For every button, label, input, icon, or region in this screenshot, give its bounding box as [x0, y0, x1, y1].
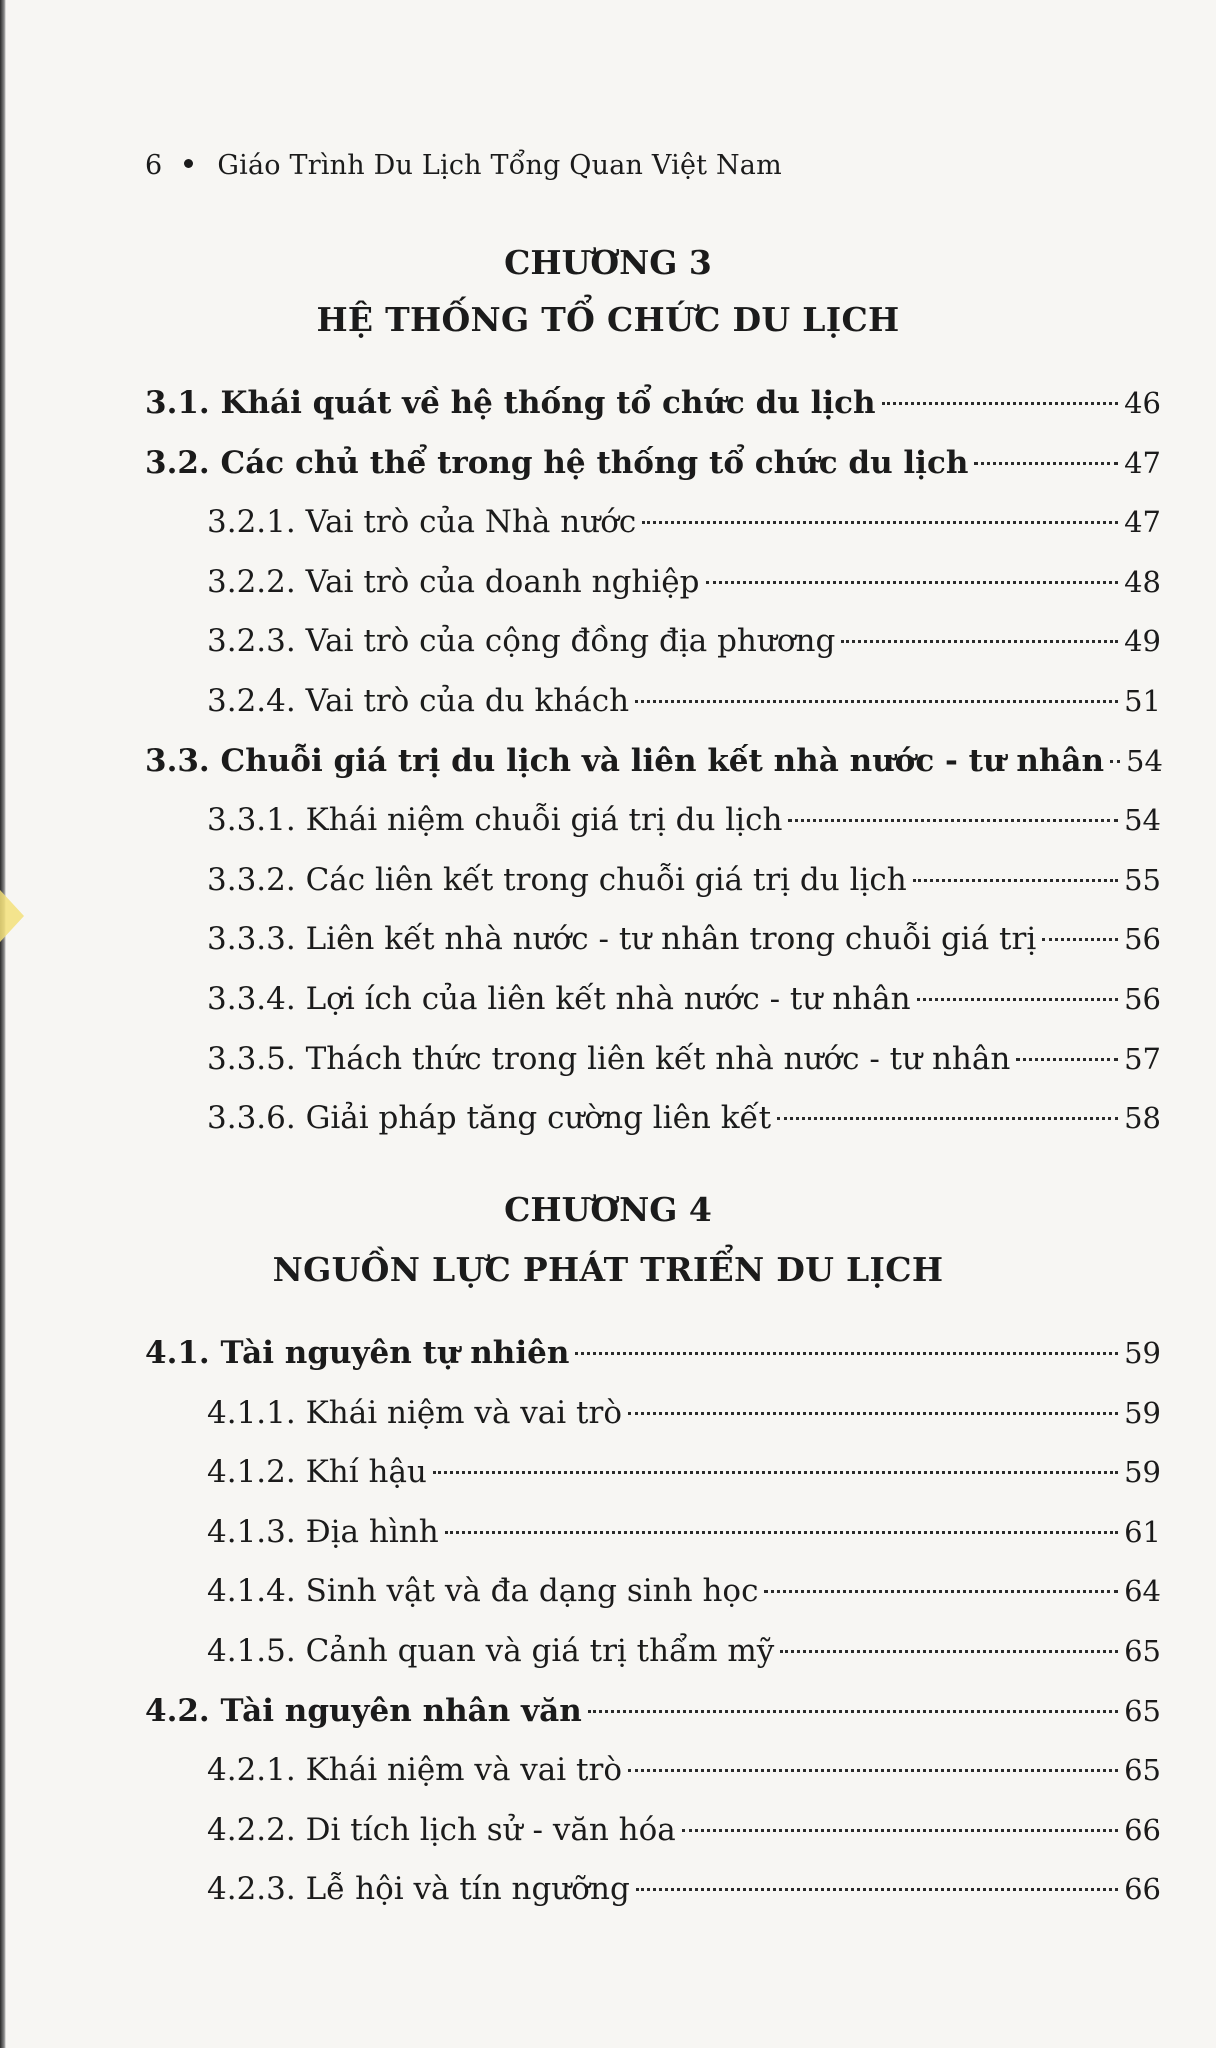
dot-leader: [575, 1352, 1118, 1355]
book-title: Giáo Trình Du Lịch Tổng Quan Việt Nam: [217, 150, 782, 181]
toc-page-number: 58: [1124, 1101, 1161, 1136]
toc-entry-title: 4.1.4. Sinh vật và đa dạng sinh học: [207, 1573, 759, 1610]
toc-section-entry: [145, 1330, 1161, 1376]
dot-leader: [882, 402, 1119, 405]
toc-entry-title: 3.1. Khái quát về hệ thống tổ chức du lịch: [145, 385, 876, 421]
toc-page-number: 47: [1124, 445, 1161, 480]
toc-entry-title: 3.3.4. Lợi ích của liên kết nhà nước - tư nhân: [207, 981, 911, 1017]
toc-page-number: 65: [1124, 1753, 1161, 1788]
toc-subsection-entry: [207, 1390, 1161, 1436]
toc-entry-title: 3.3.6. Giải pháp tăng cường liên kết: [207, 1100, 772, 1137]
toc-entry-title: 4.1.5. Cảnh quan và giá trị thẩm mỹ: [207, 1633, 775, 1669]
dot-leader: [628, 1412, 1118, 1415]
chapter-4-label: CHƯƠNG 4: [504, 1190, 712, 1229]
toc-entry-title: 3.3.1. Khái niệm chuỗi giá trị du lịch: [207, 802, 783, 839]
toc-page-number: 59: [1124, 1395, 1161, 1430]
toc-subsection-entry: [207, 1747, 1161, 1793]
toc-subsection-entry: [207, 618, 1161, 664]
toc-entry-title: 3.2.1. Vai trò của Nhà nước: [207, 504, 637, 541]
toc-subsection-entry: [207, 857, 1161, 903]
dot-leader: [628, 1769, 1118, 1772]
toc-entry-title: 4.1.1. Khái niệm và vai trò: [207, 1394, 622, 1431]
dot-leader: [1016, 1058, 1118, 1061]
toc-page-number: 66: [1124, 1812, 1161, 1847]
toc-page-number: 64: [1124, 1574, 1161, 1609]
dot-leader: [841, 640, 1118, 643]
toc-page-number: 54: [1126, 743, 1163, 778]
dot-leader: [913, 879, 1118, 882]
toc-page-number: 51: [1124, 684, 1161, 718]
toc-subsection-entry: [207, 976, 1161, 1022]
dot-leader: [706, 581, 1119, 584]
dot-leader: [788, 819, 1118, 822]
toc-entry-title: 3.2.3. Vai trò của cộng đồng địa phương: [207, 623, 836, 660]
toc-section-entry: [145, 380, 1161, 426]
dot-leader: [635, 700, 1118, 703]
toc-entry-title: 4.1. Tài nguyên tự nhiên: [145, 1335, 570, 1371]
toc-subsection-entry: [207, 1095, 1161, 1141]
toc-entry-title: 4.1.2. Khí hậu: [207, 1454, 427, 1491]
toc-entry-title: 3.3.5. Thách thức trong liên kết nhà nước - tư nhân: [207, 1040, 1011, 1077]
toc-page-number: 65: [1124, 1634, 1161, 1668]
dot-leader: [777, 1117, 1118, 1120]
chapter-3-label: CHƯƠNG 3: [504, 243, 712, 282]
dot-leader: [764, 1590, 1118, 1593]
toc-page-number: 55: [1124, 862, 1161, 897]
dot-leader: [917, 998, 1119, 1001]
toc-subsection-entry: [207, 559, 1161, 605]
bullet-separator-icon: [184, 159, 193, 168]
toc-subsection-entry: [207, 678, 1161, 724]
toc-page-number: 59: [1124, 1455, 1161, 1490]
dot-leader: [636, 1888, 1118, 1891]
toc-subsection-entry: [207, 916, 1161, 962]
toc-entry-title: 4.2.2. Di tích lịch sử - văn hóa: [207, 1811, 676, 1848]
toc-entry-title: 3.3. Chuỗi giá trị du lịch và liên kết nhà nước - tư nhân: [145, 742, 1105, 779]
toc-subsection-entry: [207, 499, 1161, 545]
toc-page-number: 54: [1124, 803, 1161, 838]
toc-page-number: 57: [1124, 1041, 1161, 1076]
toc-subsection-entry: [207, 1807, 1161, 1853]
dot-leader: [780, 1650, 1118, 1653]
dot-leader: [445, 1531, 1118, 1534]
toc-page-number: 66: [1124, 1872, 1161, 1907]
toc-subsection-entry: [207, 1568, 1161, 1614]
toc-page-number: 59: [1124, 1336, 1161, 1370]
toc-section-entry: [145, 738, 1161, 784]
toc-entry-title: 3.3.3. Liên kết nhà nước - tư nhân trong chuỗi giá trị: [207, 921, 1037, 958]
dot-leader: [1110, 760, 1120, 763]
toc-entry-title: 3.3.2. Các liên kết trong chuỗi giá trị du lịch: [207, 861, 907, 898]
toc-entry-title: 3.2.2. Vai trò của doanh nghiệp: [207, 563, 700, 600]
toc-entry-title: 4.1.3. Địa hình: [207, 1513, 439, 1550]
dot-leader: [974, 462, 1118, 465]
toc-subsection-entry: [207, 1509, 1161, 1555]
chapter-4-title: NGUỒN LỰC PHÁT TRIỂN DU LỊCH: [272, 1250, 944, 1289]
dot-leader: [433, 1471, 1118, 1474]
toc-page-number: 49: [1124, 624, 1161, 659]
chapter-3-title: HỆ THỐNG TỔ CHỨC DU LỊCH: [316, 300, 900, 339]
toc-page-number: 46: [1124, 386, 1161, 420]
toc-entry-title: 3.2.4. Vai trò của du khách: [207, 683, 630, 719]
toc-subsection-entry: [207, 1628, 1161, 1674]
toc-page-number: 56: [1124, 982, 1161, 1016]
page-number: 6: [145, 150, 163, 181]
toc-page-number: 65: [1124, 1693, 1161, 1728]
toc-subsection-entry: [207, 1036, 1161, 1082]
dot-leader: [682, 1829, 1118, 1832]
toc-entry-title: 4.2. Tài nguyên nhân văn: [145, 1692, 582, 1729]
dot-leader: [588, 1710, 1118, 1713]
dot-leader: [642, 521, 1118, 524]
running-header: [145, 150, 782, 181]
toc-page-number: 47: [1124, 505, 1161, 540]
toc-page-number: 48: [1124, 564, 1161, 599]
toc-entry-title: 4.2.3. Lễ hội và tín ngưỡng: [207, 1871, 630, 1908]
dot-leader: [1042, 938, 1118, 941]
toc-subsection-entry: [207, 1449, 1161, 1495]
toc-page-number: 56: [1124, 922, 1161, 957]
toc-section-entry: [145, 1688, 1161, 1734]
toc-page-number: 61: [1124, 1514, 1161, 1549]
toc-subsection-entry: [207, 797, 1161, 843]
toc-entry-title: 3.2. Các chủ thể trong hệ thống tổ chức du lịch: [145, 444, 969, 481]
toc-entry-title: 4.2.1. Khái niệm và vai trò: [207, 1752, 622, 1789]
toc-subsection-entry: [207, 1866, 1161, 1912]
toc-section-entry: [145, 440, 1161, 486]
